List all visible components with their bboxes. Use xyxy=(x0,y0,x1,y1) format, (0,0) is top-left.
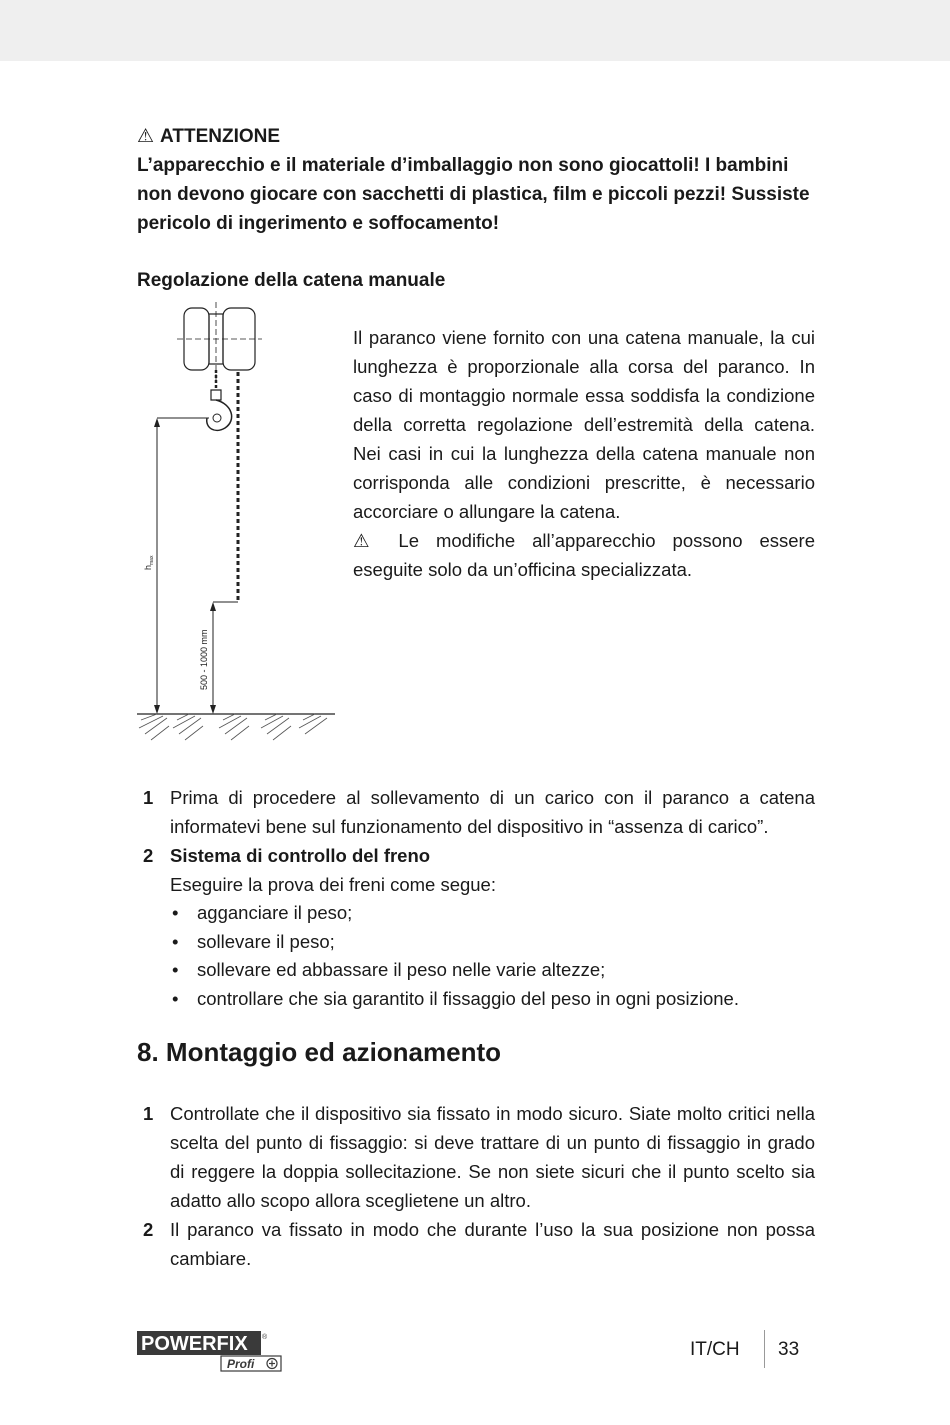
bullet-item: • agganciare il peso; xyxy=(172,902,353,923)
step-number: 1 xyxy=(143,787,154,808)
step-text: Controllate che il dispositivo sia fissato in modo sicuro. Siate molto critici nella scelta del punto di fissaggio: si deve trattare di un punto di fissaggio in grado di reggere la doppia sollecitazione. Se non siete sicuri che il punto scelto sia adatto allo scopo allora sceglietene un altro. xyxy=(170,1103,815,1211)
warning-title: ⚠ ATTENZIONE xyxy=(137,126,281,147)
chain-section-heading: Regolazione della catena manuale xyxy=(137,270,446,291)
bullet-item: • controllare che sia garantito il fissaggio del peso in ogni posizione. xyxy=(172,987,739,1009)
warning-block xyxy=(137,122,815,238)
warning-triangle-icon: ⚠ xyxy=(137,126,155,147)
bullet-item: • sollevare il peso; xyxy=(172,930,335,952)
list-item xyxy=(137,1215,815,1273)
footer-divider xyxy=(764,1330,765,1368)
chain-description xyxy=(353,323,815,584)
page-number: 33 xyxy=(778,1339,800,1360)
warning-triangle-icon: ⚠ xyxy=(353,530,382,551)
svg-text:Profi: Profi xyxy=(227,1357,255,1371)
page-top-band xyxy=(0,0,950,61)
hoist-diagram xyxy=(137,300,337,745)
hmax-label: $h_{max}$ xyxy=(143,555,155,570)
step-title: Sistema di controllo del freno xyxy=(170,845,431,866)
list-item xyxy=(137,783,815,841)
chain-paragraph: Il paranco viene fornito con una catena manuale, la cui lunghezza è proporzionale alla corsa del paranco. In caso di montaggio normale essa soddisfa la condizione della corretta regolazione dell’estremità della catena. Nei casi in cui la lunghezza della catena manuale non corrisponda alle condizioni prescritte, è necessario accorciare o allungare la catena. xyxy=(353,327,815,522)
steps-list-b xyxy=(137,1099,815,1273)
range-label: 500 - 1000 mm xyxy=(199,629,209,690)
powerfix-logo xyxy=(137,1329,287,1373)
chain-adjustment-figure xyxy=(137,300,337,745)
footer-language: IT/CH xyxy=(690,1339,740,1360)
section-title: 8. Montaggio ed azionamento xyxy=(137,1037,502,1067)
list-item xyxy=(137,1099,815,1215)
list-item xyxy=(137,841,815,899)
steps-list-a xyxy=(137,783,815,1013)
chain-note: Le modifiche all’apparecchio possono essere eseguite solo da un’officina specializzata. xyxy=(353,530,815,580)
svg-text:®: ® xyxy=(262,1334,268,1341)
step-text: Eseguire la prova dei freni come segue: xyxy=(170,874,496,895)
svg-text:POWERFIX: POWERFIX xyxy=(141,1333,248,1355)
step-text: Prima di procedere al sollevamento di un carico con il paranco a catena informatevi bene sul funzionamento del dispositivo in “assenza di carico”. xyxy=(170,787,815,837)
step-number: 1 xyxy=(143,1103,154,1124)
step-number: 2 xyxy=(143,845,154,866)
warning-text: L’apparecchio e il materiale d’imballaggio non sono giocattoli! I bambini non devono giocare con sacchetti di plastica, film e piccoli pezzi! Sussiste pericolo di ingerimento e soffocamento! xyxy=(137,155,810,234)
step-number: 2 xyxy=(143,1219,154,1240)
bullet-item: • sollevare ed abbassare il peso nelle varie altezze; xyxy=(172,959,606,980)
step-text: Il paranco va fissato in modo che durante l’uso la sua posizione non possa cambiare. xyxy=(170,1219,815,1269)
